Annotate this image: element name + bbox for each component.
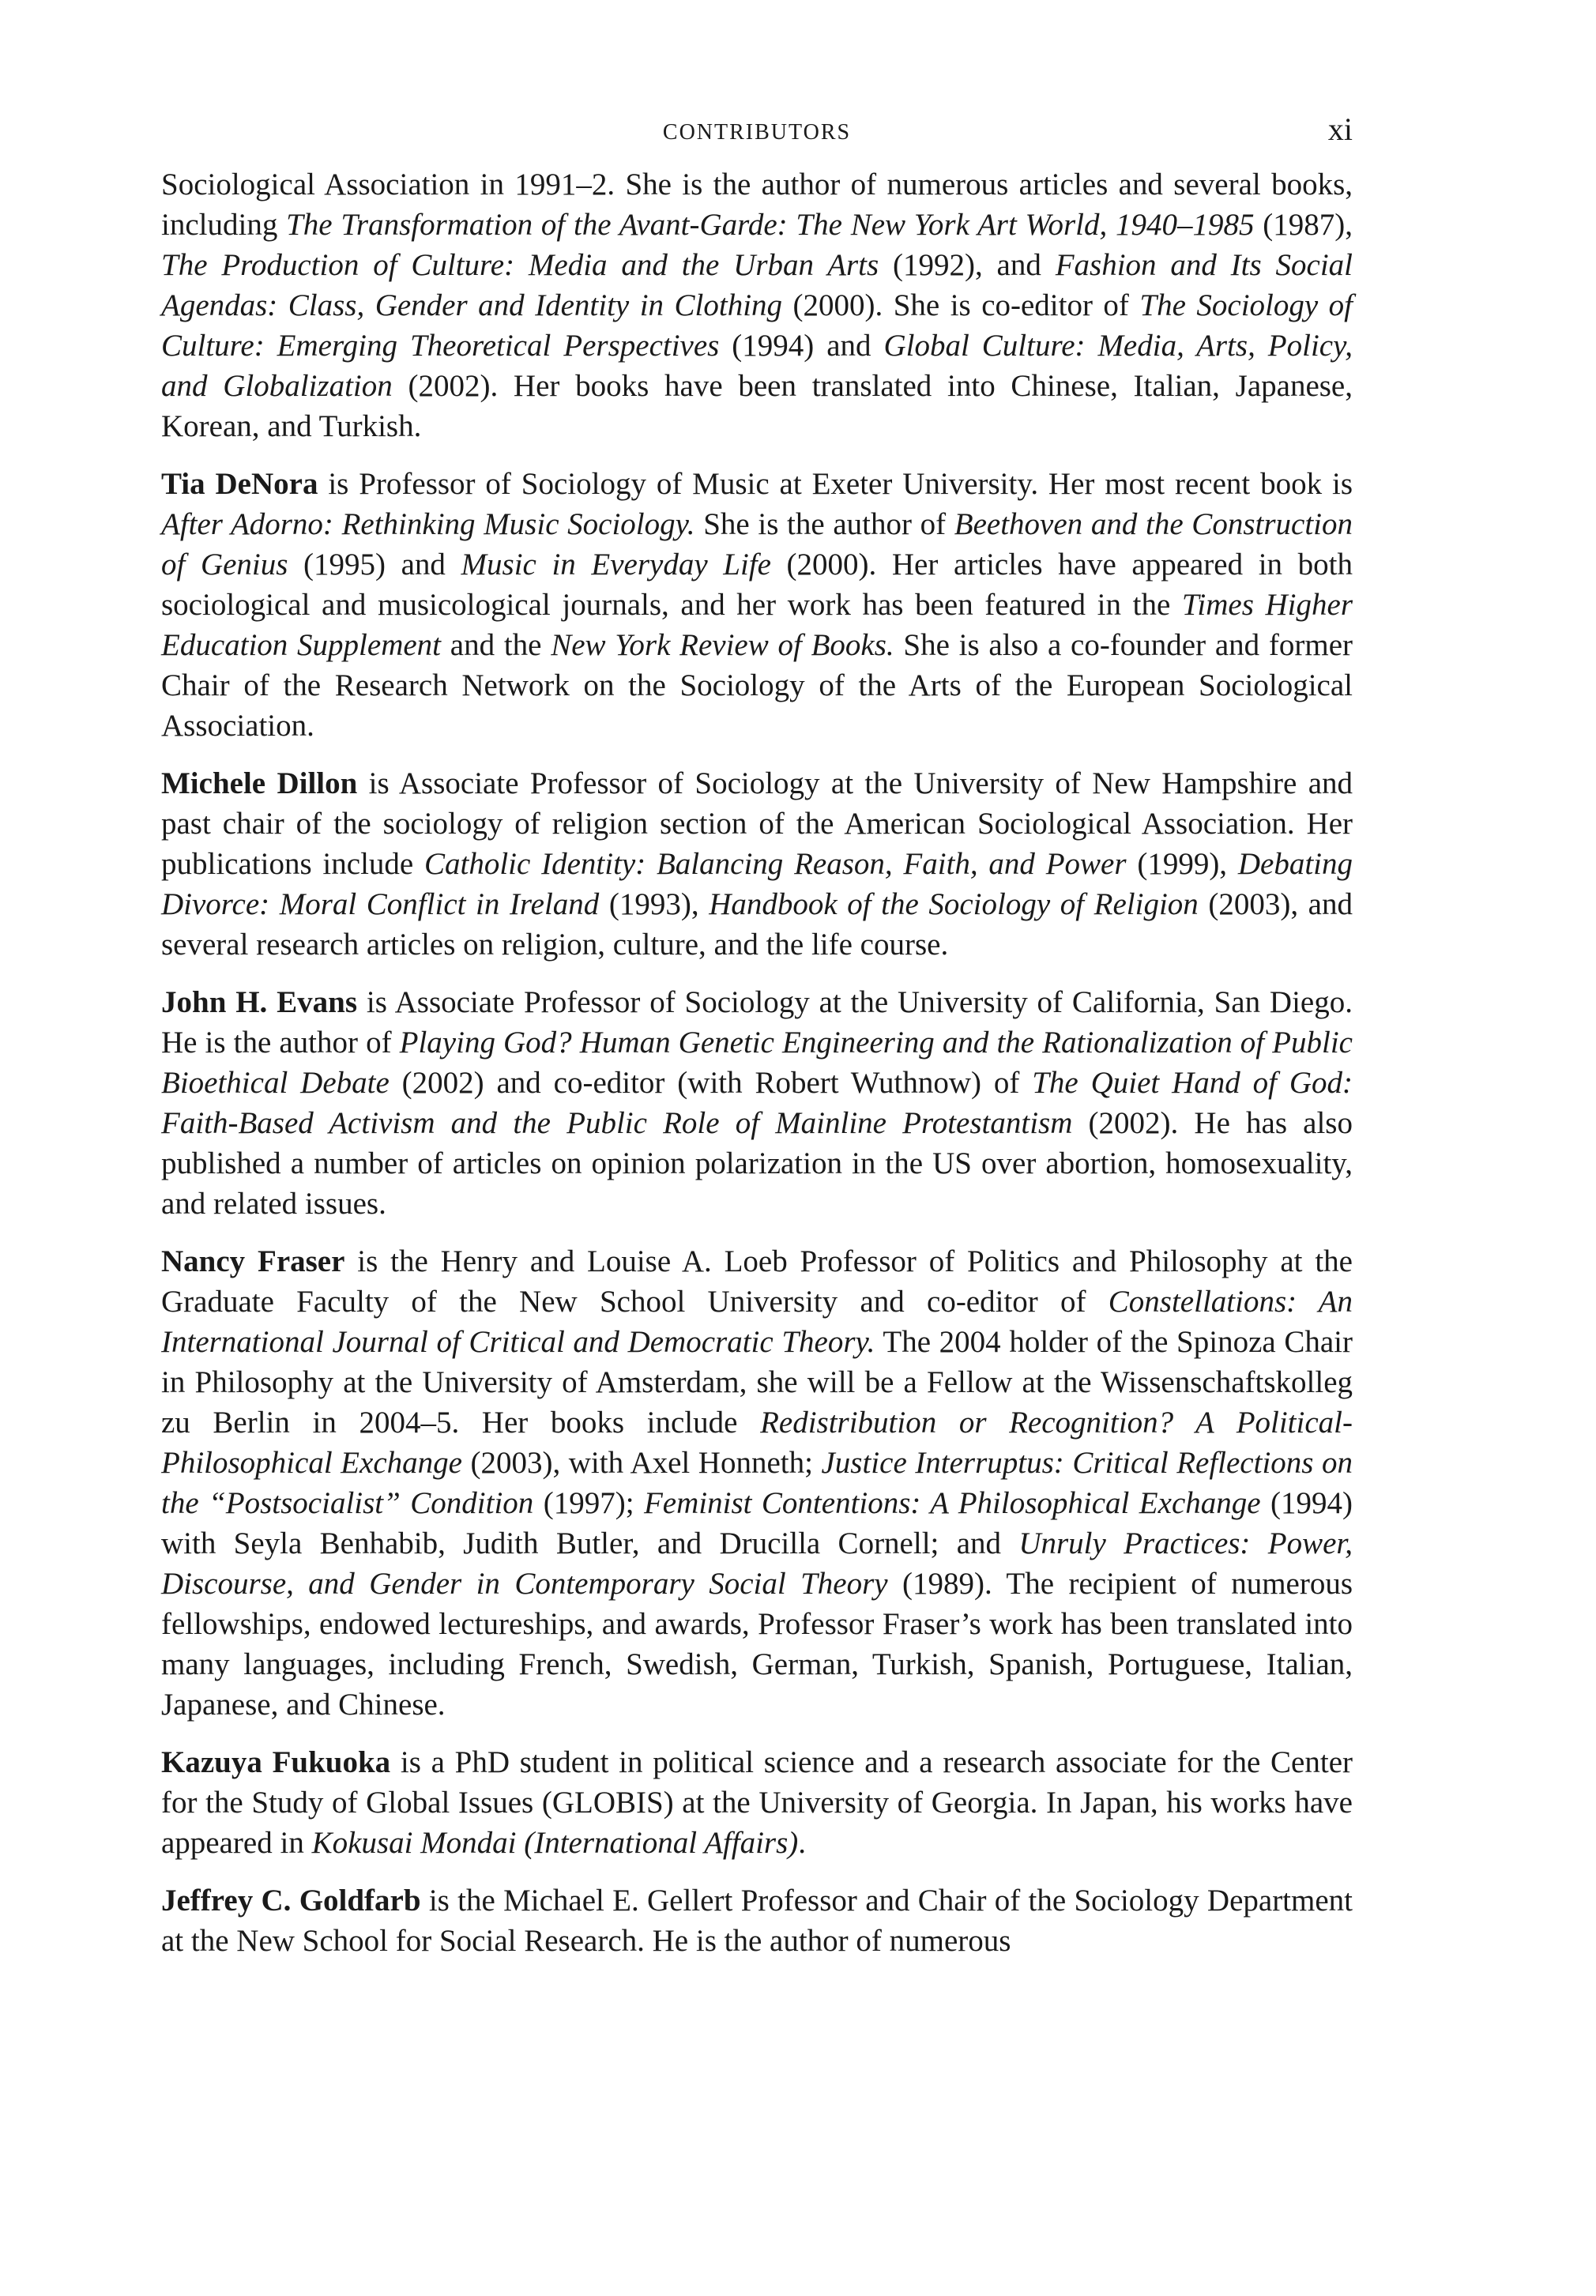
bio-text: She is also a co-founder and former Chair of the Research Network on the Sociology of the Arts of the European Sociological Association. (161, 628, 1353, 743)
contributor-entry (161, 982, 1353, 1224)
bio-text: (2003), and several research articles on religion, culture, and the life course. (161, 887, 1353, 962)
bio-text: is Associate Professor of Sociology at the University of New Hampshire and past chair of the sociology of religion section of the American Sociological Association. Her publications include (161, 766, 1353, 881)
bio-text: (1993), (599, 887, 710, 921)
work-title: Feminist Contentions: A Philosophical Exchange (643, 1486, 1261, 1520)
running-head (161, 111, 1353, 158)
bio-text: (2000). Her articles have appeared in both sociological and musicological journals, and her work has been featured in the (161, 548, 1353, 622)
work-title: Fashion and Its Social Agendas: Class, Gender and Identity in Clothing (161, 248, 1353, 322)
work-title: The Production of Culture: Media and the Urban Arts (161, 248, 879, 282)
contributor-name: John H. Evans (161, 985, 358, 1019)
bio-text: (1987), (1254, 208, 1353, 242)
bio-text: (1995) and (288, 548, 461, 582)
work-title: The Sociology of Culture: Emerging Theoretical Perspectives (161, 288, 1353, 363)
bio-text: (2002). He has also published a number of articles on opinion polarization in the US over abortion, homosexuality, and related issues. (161, 1106, 1353, 1221)
contributor-entry (161, 763, 1353, 965)
bio-text: is Associate Professor of Sociology at the University of California, San Diego. He is the author of (161, 985, 1353, 1060)
bio-text: is the Henry and Louise A. Loeb Professor of Politics and Philosophy at the Graduate Faculty of the New School University and co-editor of (161, 1244, 1353, 1319)
contributor-name: Michele Dillon (161, 766, 358, 800)
bio-text: The 2004 holder of the Spinoza Chair in Philosophy at the University of Amsterdam, she will be a Fellow at the Wissenschaftskolleg zu Berlin in 2004–5. Her books include (161, 1325, 1353, 1440)
work-title: The Transformation of the Avant-Garde: The New York Art World, 1940–1985 (286, 208, 1255, 242)
work-title: The Quiet Hand of God: Faith-Based Activism and the Public Role of Mainline Protestantism (161, 1066, 1353, 1140)
bio-text: . (798, 1826, 807, 1860)
work-title: Music in Everyday Life (461, 548, 771, 582)
bio-text: (1992), and (879, 248, 1056, 282)
work-title: Beethoven and the Construction of Genius (161, 507, 1353, 582)
page (161, 111, 1353, 1978)
bio-text: (1994) with Seyla Benhabib, Judith Butler, and Drucilla Cornell; and (161, 1486, 1353, 1560)
work-title: Handbook of the Sociology of Religion (709, 887, 1199, 921)
running-title: CONTRIBUTORS (662, 120, 852, 145)
contributor-name: Kazuya Fukuoka (161, 1745, 391, 1779)
bio-text: is Professor of Sociology of Music at Exeter University. Her most recent book is (318, 467, 1353, 501)
work-title: Global Culture: Media, Arts, Policy, and Globalization (161, 329, 1353, 403)
work-title: After Adorno: Rethinking Music Sociology. (161, 507, 695, 541)
bio-text: (1999), (1126, 847, 1238, 881)
bio-text: (1989). The recipient of numerous fellowships, endowed lectureships, and awards, Professor Fraser’s work has been translated into many languages, including French, Swedish, German, Turkish, Spanish, Portuguese, Italian, Japanese, and Chinese. (161, 1567, 1353, 1722)
bio-text: and the (441, 628, 551, 662)
contributor-entry (161, 1742, 1353, 1863)
contributor-name: Jeffrey C. Goldfarb (161, 1884, 421, 1918)
contributor-entry (161, 1241, 1353, 1725)
bio-text: Sociological Association in 1991–2. She is the author of numerous articles and several books, including (161, 167, 1353, 242)
work-title: Debating Divorce: Moral Conflict in Ireland (161, 847, 1353, 921)
bio-text: is the Michael E. Gellert Professor and Chair of the Sociology Department at the New School for Social Research. He is the author of numerous (161, 1884, 1353, 1958)
work-title: Times Higher Education Supplement (161, 588, 1353, 662)
bio-text: She is the author of (694, 507, 954, 541)
bio-text: (2003), with Axel Honneth; (461, 1446, 822, 1480)
contributors-list (161, 164, 1353, 1961)
bio-text: (2000). She is co-editor of (782, 288, 1140, 322)
work-title: Playing God? Human Genetic Engineering and the Rationalization of Public Bioethical Debate (161, 1026, 1353, 1100)
bio-text: (1997); (533, 1486, 644, 1520)
bio-text: is a PhD student in political science and a research associate for the Center for the Study of Global Issues (GLOBIS) at the University of Georgia. In Japan, his works have appeared in (161, 1745, 1353, 1860)
work-title: Unruly Practices: Power, Discourse, and Gender in Contemporary Social Theory (161, 1526, 1353, 1601)
bio-text: (2002) and co-editor (with Robert Wuthnow) of (389, 1066, 1033, 1100)
work-title: Justice Interruptus: Critical Reflections on the “Postsocialist” Condition (161, 1446, 1353, 1520)
work-title: New York Review of Books. (551, 628, 894, 662)
work-title: Kokusai Mondai (International Affairs) (311, 1826, 799, 1860)
contributor-entry (161, 164, 1353, 446)
bio-text: (2002). Her books have been translated into Chinese, Italian, Japanese, Korean, and Turkish. (161, 369, 1353, 443)
contributor-name: Nancy Fraser (161, 1244, 345, 1278)
bio-text: (1994) and (719, 329, 884, 363)
work-title: Redistribution or Recognition? A Political-Philosophical Exchange (161, 1406, 1353, 1480)
work-title: Constellations: An International Journal of Critical and Democratic Theory. (161, 1285, 1353, 1359)
page-number: xi (1327, 111, 1353, 147)
contributor-entry (161, 1880, 1353, 1961)
contributor-entry (161, 464, 1353, 746)
contributor-name: Tia DeNora (161, 467, 318, 501)
work-title: Catholic Identity: Balancing Reason, Faith, and Power (424, 847, 1127, 881)
